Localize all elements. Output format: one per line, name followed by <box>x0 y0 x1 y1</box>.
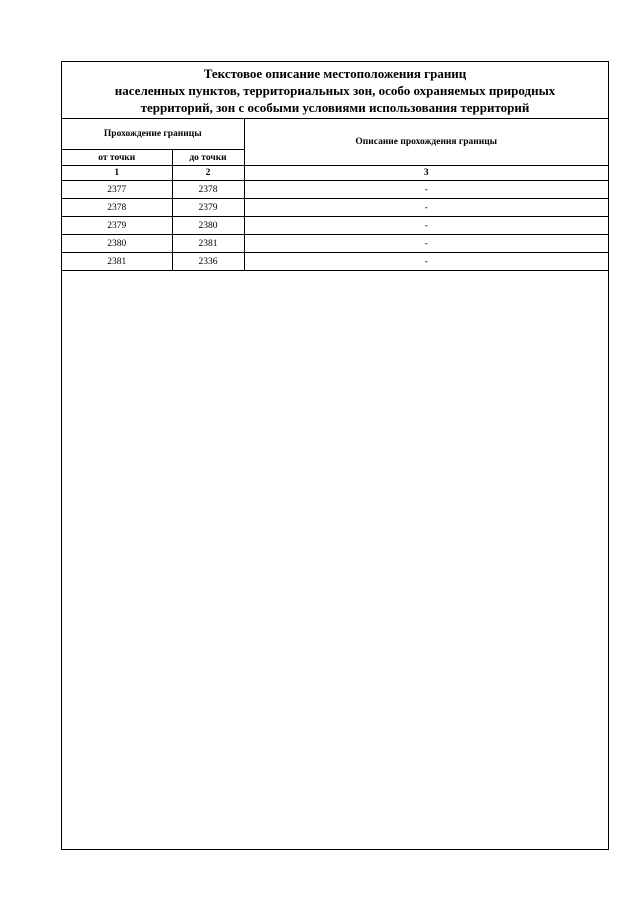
table-row <box>62 253 608 271</box>
title-line-3: территорий, зон с особыми условиями использования территорий <box>140 100 530 115</box>
table-row <box>62 199 608 217</box>
column-number-row <box>62 166 608 181</box>
boundary-passage-header: Прохождение границы <box>62 119 244 150</box>
table-row <box>62 181 608 199</box>
column-number: 3 <box>244 166 608 181</box>
table-group-header-row <box>62 119 608 150</box>
from-point-cell: 2381 <box>62 253 172 271</box>
from-point-cell: 2379 <box>62 217 172 235</box>
to-point-cell: 2336 <box>172 253 244 271</box>
from-point-cell: 2380 <box>62 235 172 253</box>
description-cell: - <box>244 199 608 217</box>
boundary-table <box>62 119 608 271</box>
description-header: Описание прохождения границы <box>244 119 608 166</box>
from-point-header: от точки <box>62 150 172 166</box>
description-cell: - <box>244 253 608 271</box>
column-number: 1 <box>62 166 172 181</box>
to-point-cell: 2381 <box>172 235 244 253</box>
from-point-cell: 2377 <box>62 181 172 199</box>
table-row <box>62 217 608 235</box>
document-frame <box>61 61 609 850</box>
to-point-cell: 2379 <box>172 199 244 217</box>
title-line-2: населенных пунктов, территориальных зон, особо охраняемых природных <box>114 83 556 98</box>
title-line-1: Текстовое описание местоположения границ <box>203 66 467 81</box>
document-title <box>62 62 608 119</box>
table-row <box>62 235 608 253</box>
column-number: 2 <box>172 166 244 181</box>
from-point-cell: 2378 <box>62 199 172 217</box>
to-point-cell: 2378 <box>172 181 244 199</box>
to-point-header: до точки <box>172 150 244 166</box>
description-cell: - <box>244 217 608 235</box>
to-point-cell: 2380 <box>172 217 244 235</box>
description-cell: - <box>244 235 608 253</box>
description-cell: - <box>244 181 608 199</box>
